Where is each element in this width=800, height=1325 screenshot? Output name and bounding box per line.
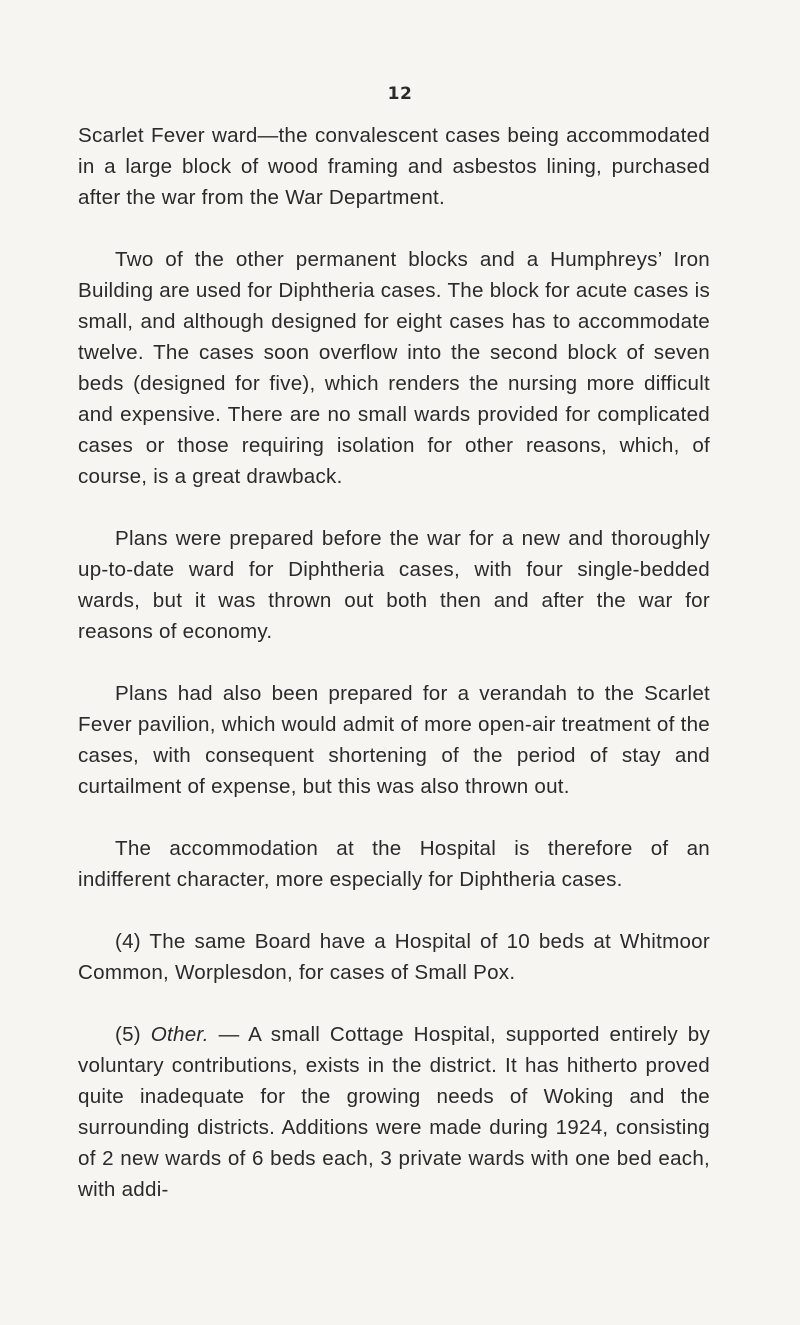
paragraph-1: Scarlet Fever ward—the convalescent cases being accommodated in a large block of wood framing and asbestos lining, purchased after the war from the War Department.	[78, 124, 710, 209]
paragraph-3: Plans were prepared before the war for a new and thoroughly up-to-date ward for Diphtheria cases, with four single-bedded wards, but it was thrown out both then and after the war for reasons of economy.	[78, 527, 710, 643]
paragraph-2: Two of the other permanent blocks and a Humphreys’ Iron Building are used for Diphtheria cases. The block for acute cases is small, and although designed for eight cases has to accommodate twelve. The cases soon overflow into the second block of seven beds (designed for five), which renders the nursing more difficult and expensive. There are no small wards provided for complicated cases or those requiring isolation for other reasons, which, of course, is a great drawback.	[78, 248, 710, 488]
body-text	[78, 120, 710, 1205]
paragraph-7-prefix: (5)	[115, 1023, 151, 1046]
paragraph-6: (4) The same Board have a Hospital of 10 beds at Whitmoor Common, Worplesdon, for cases of Small Pox.	[78, 930, 710, 984]
paragraph-4: Plans had also been prepared for a verandah to the Scarlet Fever pavilion, which would admit of more open-air treatment of the cases, with consequent shortening of the period of stay and curtailment of expense, but this was also thrown out.	[78, 682, 710, 798]
paragraph-7	[78, 1019, 710, 1205]
paragraph-7-heading: Other.	[150, 1023, 209, 1046]
paragraph-5: The accommodation at the Hospital is therefore of an indifferent character, more especially for Diphtheria cases.	[78, 837, 710, 891]
page-number: 12	[387, 84, 413, 104]
paragraph-7-body: — A small Cottage Hospital, supported entirely by voluntary contributions, exists in the district. It has hitherto proved quite inadequate for the growing needs of Woking and the surrounding districts. Additions were made during 1924, consisting of 2 new wards of 6 beds each, 3 private wards with one bed each, with addi-	[78, 1023, 711, 1201]
